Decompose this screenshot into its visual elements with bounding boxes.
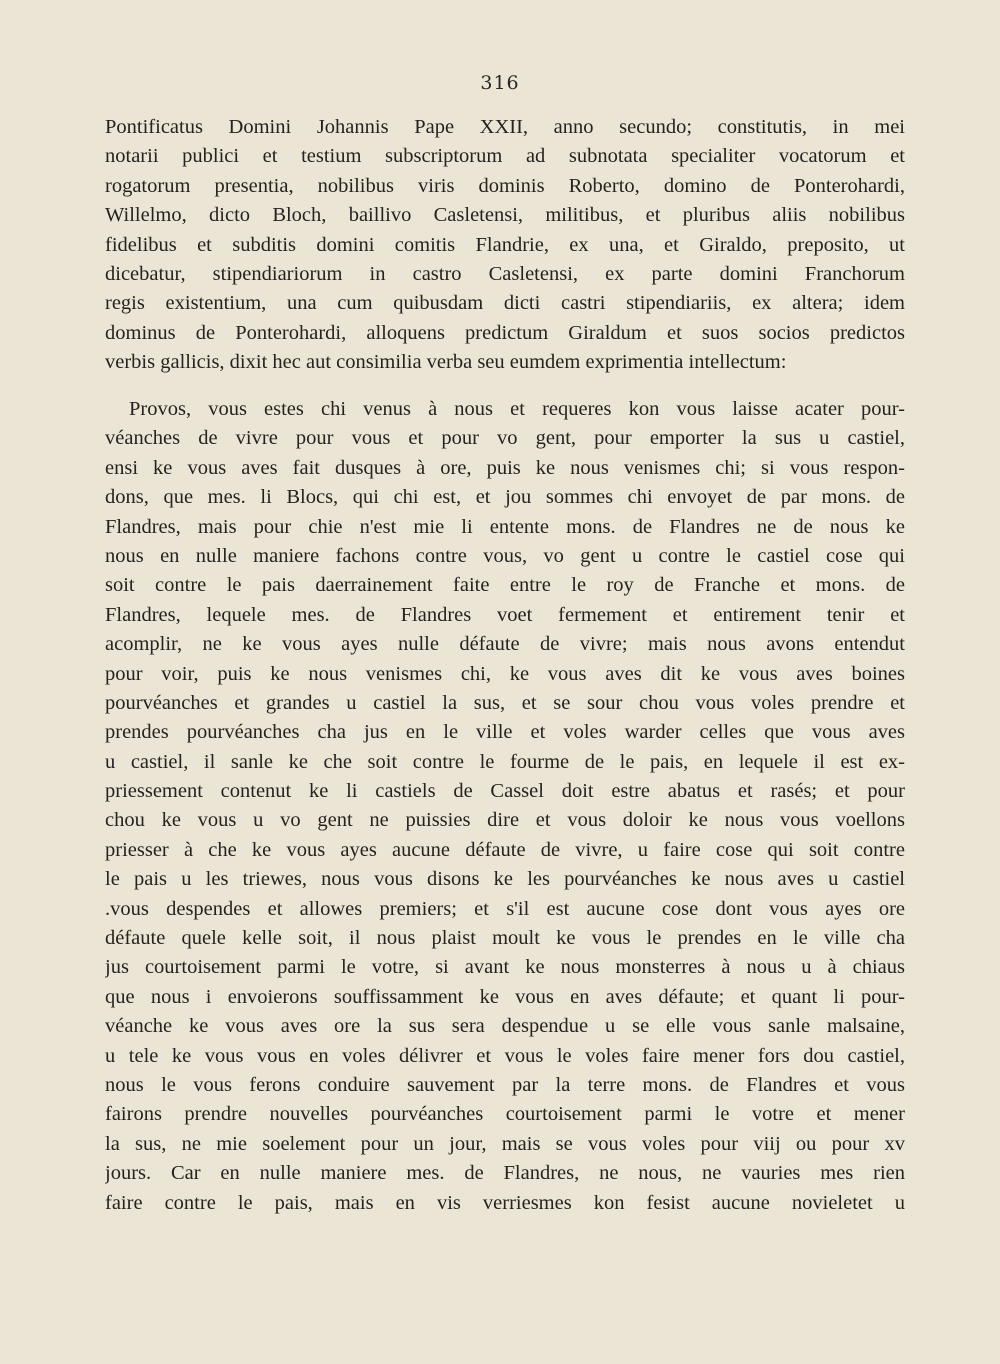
text-line: Provos, vous estes chi venus à nous et requeres kon vous laisse acater pour- [129, 398, 905, 420]
text-line: priessement contenut ke li castiels de Cassel doit estre abatus et rasés; et pour [105, 780, 905, 803]
text-line: fairons prendre nouvelles pourvéanches courtoisement parmi le votre et mener [105, 1103, 905, 1126]
text-line: dominus de Ponterohardi, alloquens predictum Giraldum et suos socios predictos [105, 321, 905, 344]
text-line: rogatorum presentia, nobilibus viris dominis Roberto, domino de Ponterohardi, [105, 174, 905, 197]
text-line: .vous despendes et allowes premiers; et s'il est aucune cose dont vous ayes ore [105, 897, 905, 920]
text-line: prendes pourvéanches cha jus en le ville et voles warder celles que vous aves [105, 721, 905, 744]
text-line: acomplir, ne ke vous ayes nulle défaute de vivre; mais nous avons entendut [105, 633, 905, 656]
page-number: 316 [480, 72, 520, 94]
text-line: pourvéanches et grandes u castiel la sus, et se sour chou vous voles prendre et [105, 691, 905, 714]
text-line: dons, que mes. li Blocs, qui chi est, et jou sommes chi envoyet de par mons. de [105, 486, 905, 509]
text-line: u tele ke vous vous en voles délivrer et vous le voles faire mener fors dou castiel, [105, 1044, 905, 1067]
text-line: Flandres, lequele mes. de Flandres voet fermement et entirement tenir et [105, 603, 905, 626]
text-line: Willelmo, dicto Bloch, baillivo Casletensi, militibus, et pluribus aliis nobilibus [105, 204, 905, 227]
text-line: u castiel, il sanle ke che soit contre le fourme de le pais, en lequele il est ex- [105, 750, 905, 773]
text-line: Pontificatus Domini Johannis Pape XXII, anno secundo; constitutis, in mei [105, 116, 905, 138]
text-line: Flandres, mais pour chie n'est mie li entente mons. de Flandres ne de nous ke [105, 515, 905, 538]
french-paragraph [105, 395, 905, 1218]
text-line: dicebatur, stipendiariorum in castro Casletensi, ex parte domini Franchorum [105, 262, 905, 285]
text-line: pour voir, puis ke nous venismes chi, ke vous aves dit ke vous aves boines [105, 662, 905, 685]
text-line: soit contre le pais daerrainement faite entre le roy de Franche et mons. de [105, 574, 905, 597]
text-line: regis existentium, una cum quibusdam dicti castri stipendiariis, ex altera; idem [105, 292, 905, 315]
latin-paragraph [105, 113, 905, 378]
text-line: nous en nulle maniere fachons contre vous, vo gent u contre le castiel cose qui [105, 544, 905, 567]
text-line: jus courtoisement parmi le votre, si avant ke nous monsterres à nous u à chiaus [105, 956, 905, 979]
text-line: fidelibus et subditis domini comitis Flandrie, ex una, et Giraldo, preposito, ut [105, 233, 905, 256]
text-line: notarii publici et testium subscriptorum ad subnotata specialiter vocatorum et [105, 145, 905, 168]
text-line: priesser à che ke vous ayes aucune défaute de vivre, u faire cose qui soit contre [105, 838, 905, 861]
text-line: que nous i envoierons souffissamment ke vous en aves défaute; et quant li pour- [105, 985, 905, 1008]
text-line: ensi ke vous aves fait dusques à ore, puis ke nous venismes chi; si vous respon- [105, 456, 905, 479]
text-line: défaute quele kelle soit, il nous plaist moult ke vous le prendes en le ville cha [105, 927, 905, 950]
text-line: le pais u les triewes, nous vous disons ke les pourvéanches ke nous aves u castiel [105, 868, 905, 891]
text-line: nous le vous ferons conduire sauvement par la terre mons. de Flandres et vous [105, 1073, 905, 1096]
text-line: jours. Car en nulle maniere mes. de Flandres, ne nous, ne vauries mes rien [105, 1162, 905, 1185]
text-line: faire contre le pais, mais en vis verriesmes kon fesist aucune novieletet u [105, 1191, 905, 1214]
text-line: verbis gallicis, dixit hec aut consimilia verba seu eumdem exprimentia intellectum: [105, 351, 787, 374]
text-line: chou ke vous u vo gent ne puissies dire et vous doloir ke nous vous voellons [105, 809, 905, 832]
text-line: la sus, ne mie soelement pour un jour, mais se vous voles pour viij ou pour xv [105, 1132, 905, 1155]
text-line: véanches de vivre pour vous et pour vo gent, pour emporter la sus u castiel, [105, 427, 905, 450]
text-line: véanche ke vous aves ore la sus sera despendue u se elle vous sanle malsaine, [105, 1015, 905, 1038]
